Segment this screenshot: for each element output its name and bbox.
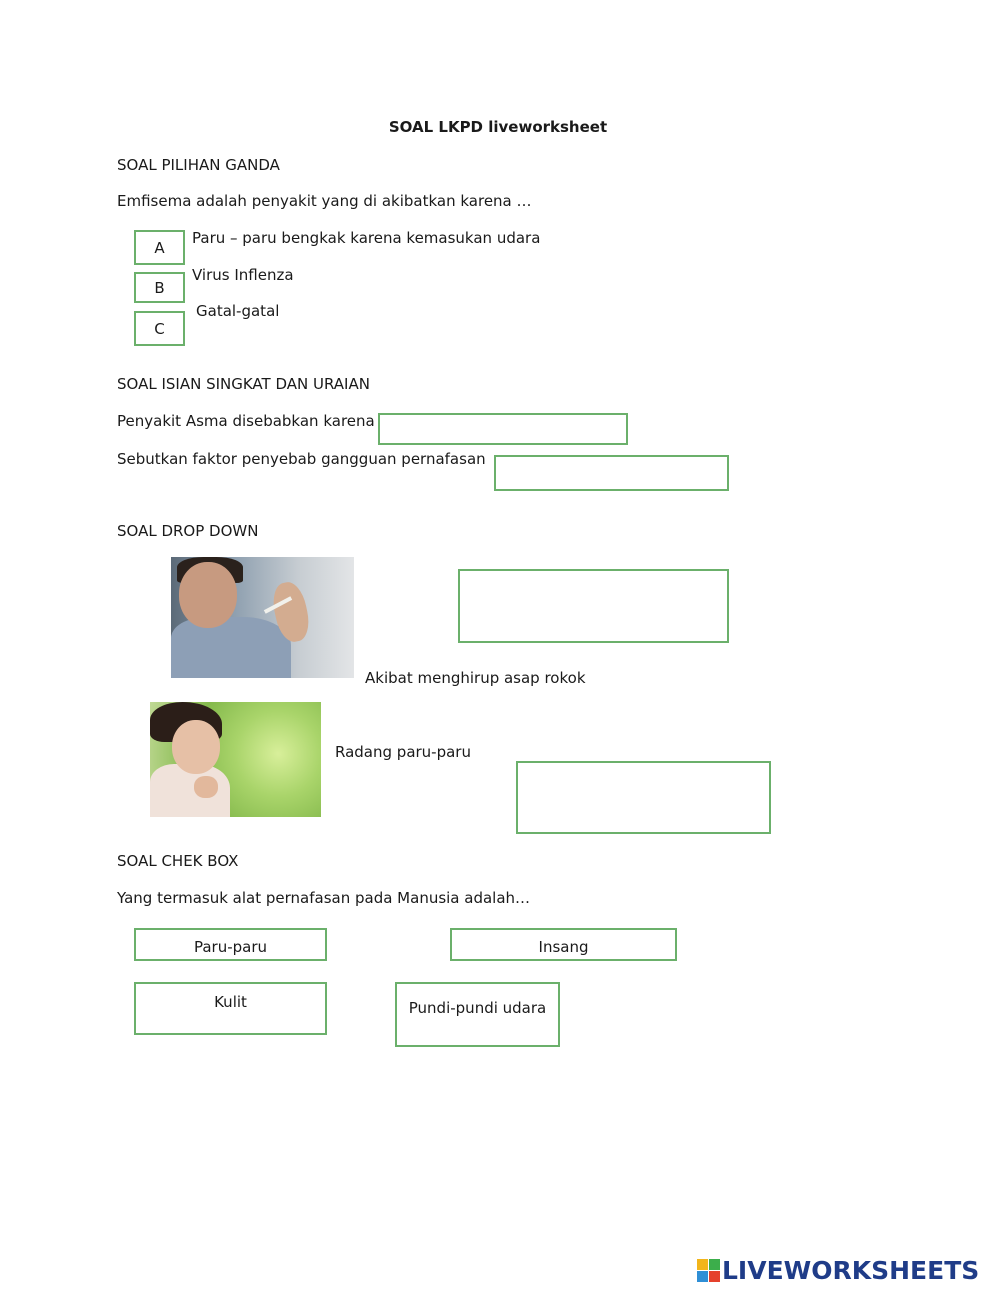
checkbox-kulit[interactable] bbox=[134, 982, 327, 1035]
option-b-letter: B bbox=[154, 278, 165, 297]
option-c-text: Gatal-gatal bbox=[196, 302, 280, 320]
mc-question: Emfisema adalah penyakit yang di akibatkan karena … bbox=[117, 192, 532, 210]
answer-input-1[interactable] bbox=[378, 413, 628, 445]
dropdown-2[interactable] bbox=[516, 761, 771, 834]
worksheet-title: SOAL LKPD liveworksheet bbox=[388, 118, 608, 136]
option-c-letter: C bbox=[154, 319, 165, 338]
short-question-1: Penyakit Asma disebabkan karena bbox=[117, 412, 375, 430]
option-a-letter: A bbox=[154, 238, 165, 257]
coughing-woman-photo bbox=[150, 702, 321, 817]
short-question-2: Sebutkan faktor penyebab gangguan pernafasan bbox=[117, 450, 486, 468]
smoking-man-photo bbox=[171, 557, 354, 678]
checkbox-question: Yang termasuk alat pernafasan pada Manusia adalah… bbox=[117, 889, 531, 907]
logo-text: LIVEWORKSHEETS bbox=[722, 1256, 980, 1285]
option-a-text: Paru – paru bengkak karena kemasukan udara bbox=[192, 229, 541, 247]
checkbox-label: Insang bbox=[538, 938, 589, 956]
logo-mark-icon bbox=[697, 1259, 720, 1282]
checkbox-label: Pundi-pundi udara bbox=[408, 999, 547, 1017]
checkbox-label: Kulit bbox=[214, 993, 247, 1011]
section-heading-checkbox: SOAL CHEK BOX bbox=[117, 852, 239, 870]
dropdown-caption-1: Akibat menghirup asap rokok bbox=[365, 669, 586, 687]
section-heading-multiple-choice: SOAL PILIHAN GANDA bbox=[117, 156, 280, 174]
option-b-text: Virus Inflenza bbox=[192, 266, 294, 284]
checkbox-pundi-pundi-udara[interactable] bbox=[395, 982, 560, 1047]
option-b-button[interactable] bbox=[134, 272, 185, 303]
checkbox-label: Paru-paru bbox=[193, 938, 268, 956]
liveworksheets-logo bbox=[697, 1256, 979, 1285]
dropdown-caption-2: Radang paru-paru bbox=[335, 743, 471, 761]
dropdown-1[interactable] bbox=[458, 569, 729, 643]
answer-input-2[interactable] bbox=[494, 455, 729, 491]
option-a-button[interactable] bbox=[134, 230, 185, 265]
checkbox-paru-paru[interactable] bbox=[134, 928, 327, 961]
section-heading-short-answer: SOAL ISIAN SINGKAT DAN URAIAN bbox=[117, 375, 370, 393]
option-c-button[interactable] bbox=[134, 311, 185, 346]
checkbox-insang[interactable] bbox=[450, 928, 677, 961]
section-heading-dropdown: SOAL DROP DOWN bbox=[117, 522, 259, 540]
